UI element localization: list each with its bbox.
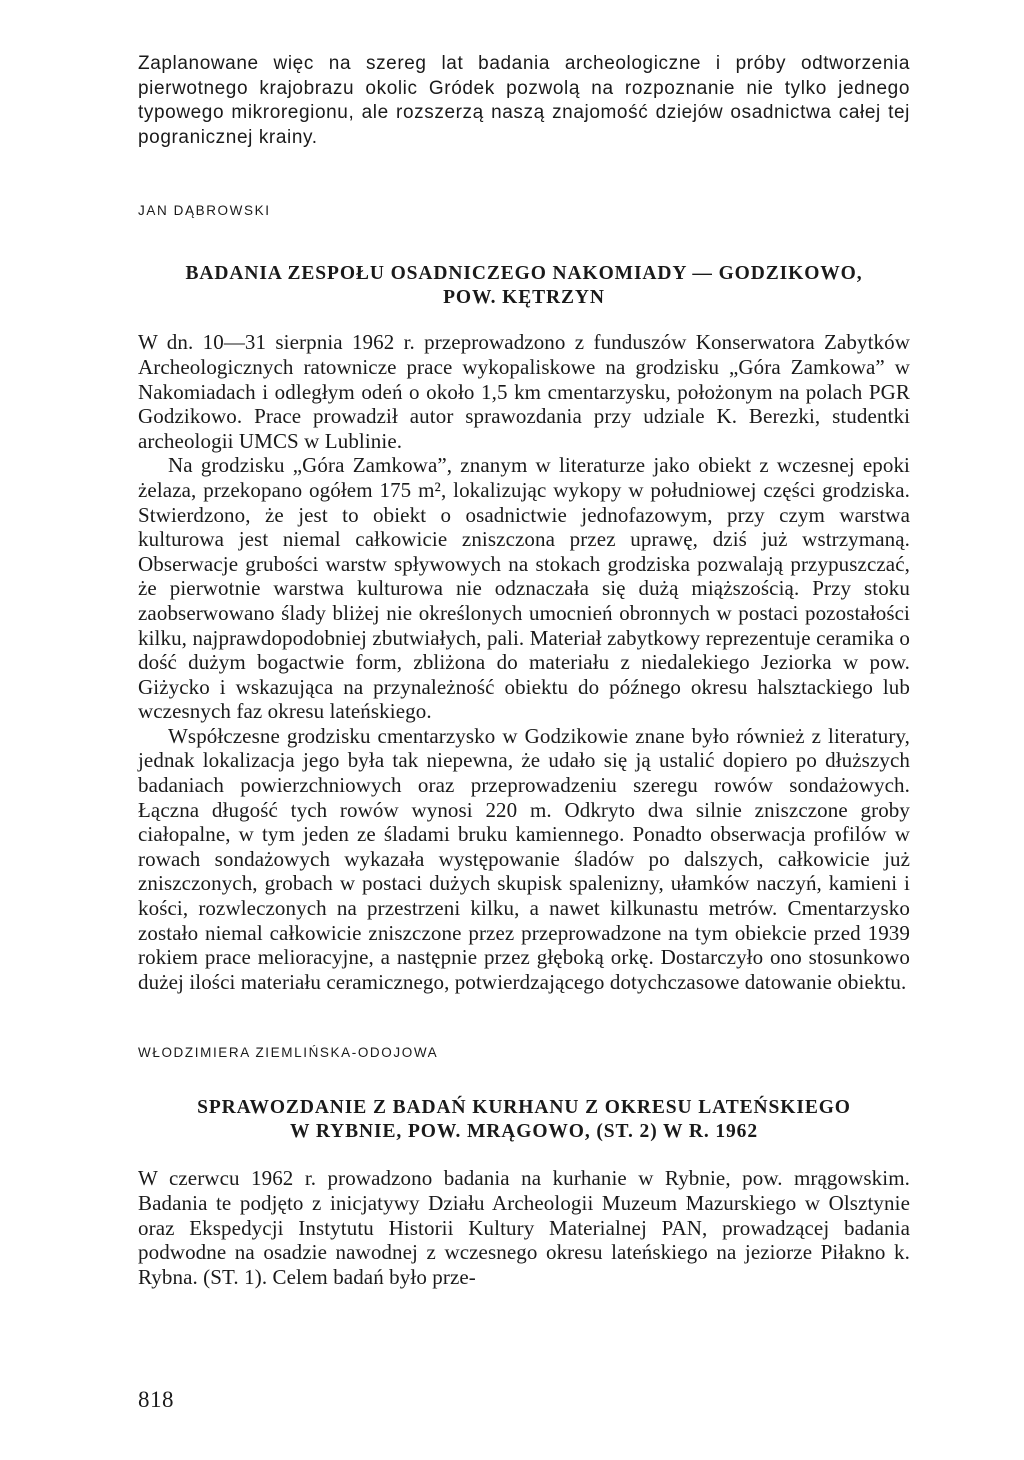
- article1-paragraph-2: Na grodzisku „Góra Zamkowa”, znanym w literaturze jako obiekt z wczesnej epoki żelaza, przekopano ogółem 175 m², lokalizując wykopy w południowej części grodziska. Stwierdzono, że jest to obiekt o osadnictwie jednofazowym, przy czym warstwa kulturowa jest niemal całkowicie zniszczona przez uprawę, dziś już wstrzymaną. Obserwacje grubości warstw spływowych na stokach grodziska pozwalają przypuszczać, że pierwotnie warstwa kulturowa nie odznaczała się dużą miąższością. Przy stoku zaobserwowano ślady bliżej nie określonych umocnień obronnych w postaci pozostałości kilku, najprawdopodobniej zbutwiałych, pali. Materiał zabytkowy reprezentuje ceramika o dość dużym bogactwie form, zbliżona do materiału z niedalekiego Jeziorka w pow. Giżycko i wskazująca na przynależność obiektu do późnego okresu halsztackiego lub wczesnych faz okresu lateńskiego.: [138, 453, 910, 724]
- article2-title: [138, 1096, 910, 1144]
- article2-title-line1: SPRAWOZDANIE Z BADAŃ KURHANU Z OKRESU LATEŃSKIEGO: [197, 1097, 851, 1119]
- article1-title-line1: BADANIA ZESPOŁU OSADNICZEGO NAKOMIADY — GODZIKOWO,: [185, 263, 863, 285]
- article2-author: WŁODZIMIERA ZIEMLIŃSKA-ODOJOWA: [138, 1045, 439, 1061]
- article1-title-line2: POW. KĘTRZYN: [443, 287, 605, 309]
- intro-paragraph: Zaplanowane więc na szereg lat badania archeologiczne i próby odtworzenia pierwotnego krajobrazu okolic Gródek pozwolą na rozpoznanie nie tylko jednego typowego mikroregionu, ale rozszerzą naszą znajomość dziejów osadnictwa całej tej pogranicznej krainy.: [138, 53, 910, 148]
- article2-title-line2: W RYBNIE, POW. MRĄGOWO, (ST. 2) W R. 1962: [290, 1121, 758, 1143]
- article2-paragraph-1: W czerwcu 1962 r. prowadzono badania na kurhanie w Rybnie, pow. mrągowskim. Badania te podjęto z inicjatywy Działu Archeologii Muzeum Mazurskiego w Olsztynie oraz Ekspedycji Instytutu Historii Kultury Materialnej PAN, prowadzącej badania podwodne na osadzie nawodnej z wczesnego okresu lateńskiego na jeziorze Piłakno k. Rybna. (ST. 1). Celem badań było prze-: [138, 1166, 910, 1289]
- page-content: [138, 44, 910, 1289]
- page-number: 818: [138, 1387, 174, 1412]
- article1-paragraph-1: W dn. 10—31 sierpnia 1962 r. przeprowadzono z funduszów Konserwatora Zabytków Archeologicznych ratownicze prace wykopaliskowe na grodzisku „Góra Zamkowa” w Nakomiadach i odległym odeń o około 1,5 km cmentarzysku, położonym na polach PGR Godzikowo. Prace prowadził autor sprawozdania przy udziale K. Berezki, studentki archeologii UMCS w Lublinie.: [138, 330, 910, 453]
- article1-title: [138, 262, 910, 310]
- article1-paragraph-3: Współczesne grodzisku cmentarzysko w Godzikowie znane było również z literatury, jednak lokalizacja jego była tak niepewna, że udało się ją ustalić dopiero po dłuższych badaniach powierzchniowych oraz przeprowadzeniu szeregu rowów sondażowych. Łączna długość tych rowów wynosi 220 m. Odkryto dwa silnie zniszczone groby ciałopalne, w tym jeden ze śladami bruku kamiennego. Ponadto obserwacja profilów w rowach sondażowych wykazała występowanie śladów po dalszych, całkowicie już zniszczonych, grobach w postaci dużych skupisk spalenizny, ułamków naczyń, kamieni i kości, rozwleczonych na przestrzeni kilku, a nawet kilkunastu metrów. Cmentarzysko zostało niemal całkowicie zniszczone przez przeprowadzone na tym obiekcie przed 1939 rokiem prace melioracyjne, a następnie przez głęboką orkę. Dostarczyło ono stosunkowo dużej ilości materiału ceramicznego, potwierdzającego dotychczasowe datowanie obiektu.: [138, 723, 910, 994]
- article1-author: JAN DĄBROWSKI: [138, 203, 271, 219]
